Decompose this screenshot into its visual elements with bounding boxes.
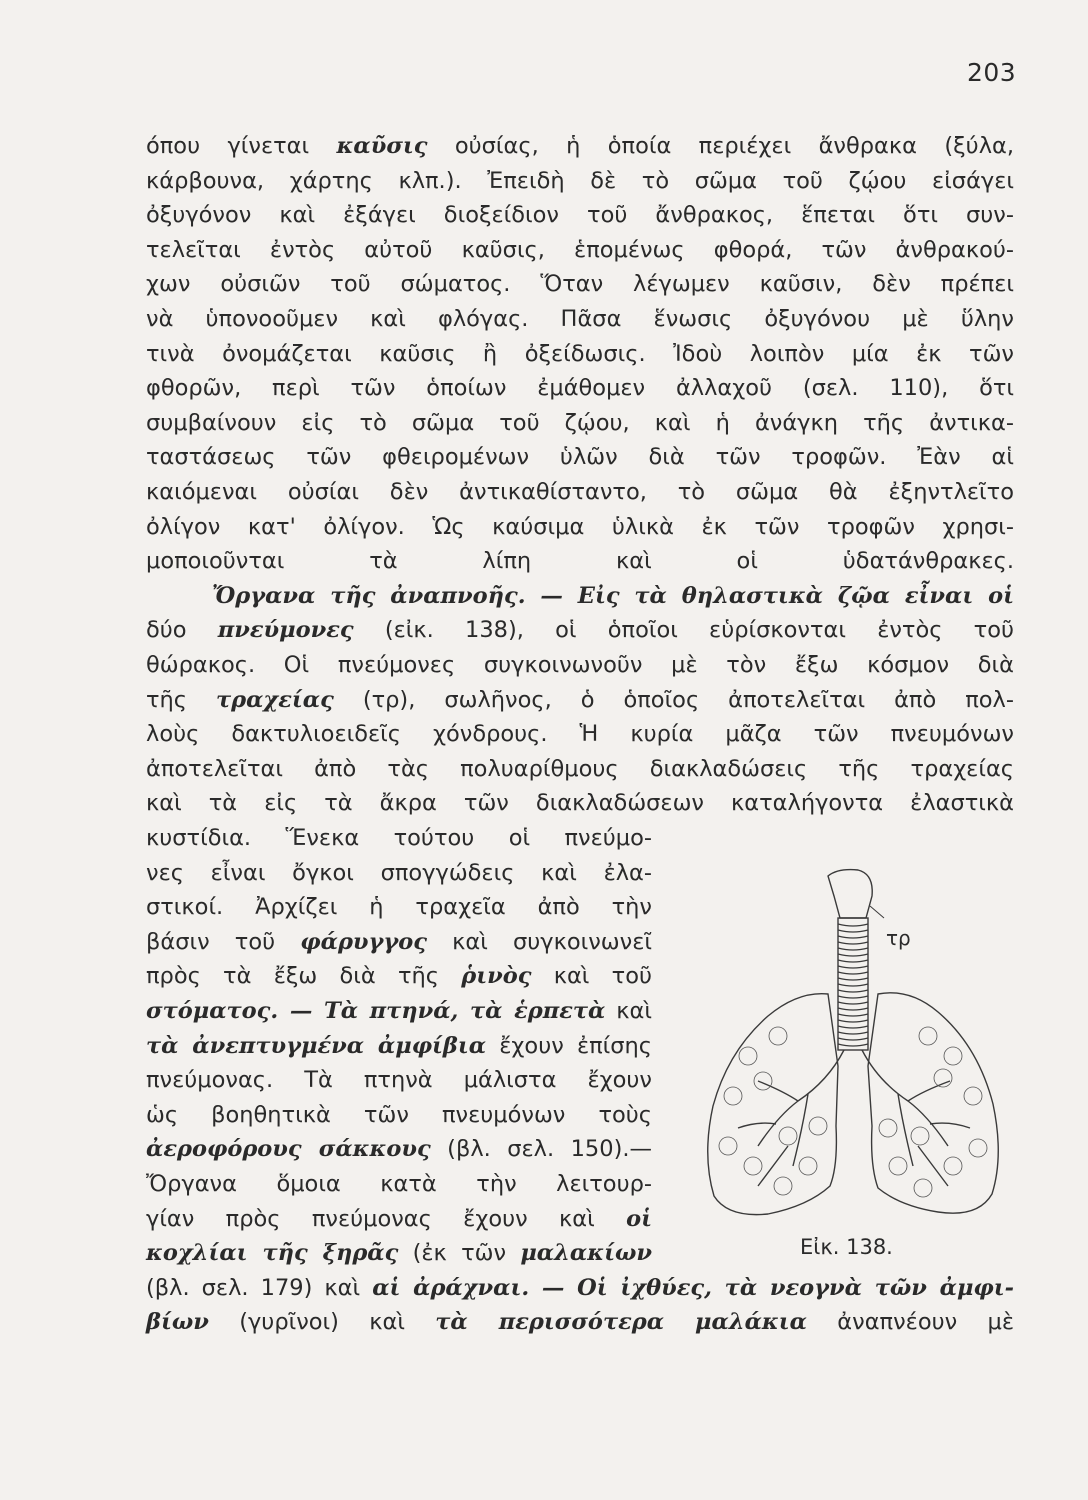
emphasized-term: φάρυγγος [300, 928, 427, 955]
trachea-ring [838, 978, 868, 980]
text-line [146, 475, 1014, 509]
larynx-shape [828, 870, 872, 918]
text-segment: τελεῖται ἐντὸς αὐτοῦ καῦσις, ἑπομένως φθορά, τῶν ἀνθρακού- [146, 236, 1014, 263]
text-segment: γίαν πρὸς πνεύμονας ἔχουν καὶ [146, 1205, 627, 1232]
text-segment: τινὰ ὀνομάζεται καῦσις ἢ ὀξείδωσις. Ἰδοὺ λοιπὸν μία ἐκ τῶν [146, 340, 1014, 367]
text-segment: πρὸς τὰ ἔξω διὰ τῆς [146, 963, 462, 990]
text-line [146, 337, 1014, 371]
trachea-ring [838, 972, 868, 974]
alveoli-cluster [889, 1157, 907, 1175]
alveoli-cluster [944, 1157, 962, 1175]
text-line [146, 1063, 652, 1097]
alveoli-cluster [724, 1087, 742, 1105]
text-line [146, 890, 652, 924]
text-line [146, 925, 652, 959]
text-line [146, 1236, 652, 1270]
text-line [146, 1098, 652, 1132]
text-segment: Ὄργανα ὅμοια κατὰ τὴν λειτουρ- [146, 1171, 652, 1197]
alveoli-cluster [919, 1027, 937, 1045]
emphasized-term: κοχλίαι τῆς ξηρᾶς [146, 1240, 399, 1267]
text-line [146, 1167, 652, 1201]
trachea-ring [838, 1038, 868, 1040]
text-line [146, 544, 1014, 578]
trachea-ring [838, 996, 868, 998]
trachea-ring [838, 1032, 868, 1034]
alveoli-cluster [964, 1087, 982, 1105]
trachea-ring [838, 948, 868, 950]
emphasized-term: οἱ [626, 1205, 652, 1232]
trachea-label: τρ [886, 926, 911, 950]
text-line [146, 267, 1014, 301]
text-line [146, 648, 1014, 682]
emphasized-term: τραχείας [216, 686, 334, 713]
text-segment: (εἰκ. 138), οἱ ὁποῖοι εὑρίσκονται ἐντὸς τοῦ [353, 617, 1015, 644]
emphasized-term: τὰ περισσότερα μαλάκια [435, 1309, 807, 1336]
text-line [146, 371, 1014, 405]
emphasized-term: στόματος. — Τὰ πτηνά, τὰ ἑρπετὰ [146, 998, 606, 1024]
text-line [146, 1132, 652, 1166]
label-pointer [870, 906, 884, 918]
page-number: 203 [967, 58, 1017, 87]
text-segment: θώρακος. Οἱ πνεύμονες συγκοινωνοῦν μὲ τὸν ἔξω κόσμον διὰ [146, 652, 1014, 678]
alveoli-cluster [911, 1127, 929, 1145]
trachea-ring [838, 966, 868, 968]
text-line [146, 510, 1014, 544]
text-segment: φθορῶν, περὶ τῶν ὁποίων ἐμάθομεν ἀλλαχοῦ (σελ. 110), ὅτι [146, 375, 1014, 402]
text-line [212, 579, 1014, 613]
alveoli-cluster [914, 1179, 932, 1197]
text-segment: χων οὐσιῶν τοῦ σώματος. Ὅταν λέγωμεν καῦσιν, δὲν πρέπει [146, 271, 1014, 298]
alveoli-cluster [744, 1157, 762, 1175]
text-segment: ὡς βοηθητικὰ τῶν πνευμόνων τοὺς [146, 1101, 652, 1128]
emphasized-term: ἀεροφόρους σάκκους [146, 1136, 431, 1163]
emphasized-term: αἱ ἀράχναι. — Οἱ ἰχθύες, τὰ νεογνὰ τῶν ἀμφι- [372, 1274, 1014, 1301]
emphasized-term: Ὄργανα τῆς ἀναπνοῆς. — Εἰς τὰ θηλαστικὰ [212, 582, 823, 609]
text-segment: (βλ. σελ. 179) καὶ [146, 1274, 373, 1301]
text-segment: ταστάσεως τῶν φθειρομένων ὑλῶν διὰ τῶν τροφῶν. Ἐὰν αἱ [146, 444, 1014, 471]
alveoli-cluster [719, 1137, 737, 1155]
trachea-ring [838, 1002, 868, 1004]
right-bronchus [862, 1050, 970, 1186]
trachea-ring [838, 1044, 868, 1046]
text-line [146, 1305, 1014, 1339]
emphasized-term: καῦσις [336, 133, 428, 159]
text-segment: πνεύμονας. Τὰ πτηνὰ μάλιστα ἔχουν [146, 1067, 652, 1094]
text-line [146, 1271, 1014, 1305]
text-segment: νες εἶναι ὄγκοι σπογγώδεις καὶ ἐλα- [146, 859, 652, 886]
text-line [146, 613, 1014, 647]
text-segment: (βλ. σελ. 150).— [430, 1136, 652, 1163]
trachea-ring [838, 960, 868, 962]
emphasized-term: πνεύμονες [217, 617, 354, 644]
left-bronchus [738, 1050, 844, 1186]
text-segment: (ἐκ τῶν [398, 1240, 521, 1267]
trachea-ring [838, 930, 868, 932]
text-segment: καὶ τοῦ [531, 963, 652, 990]
text-segment: όπου γίνεται [146, 133, 337, 159]
alveoli-cluster [779, 1127, 797, 1145]
alveoli-cluster [969, 1139, 987, 1157]
text-line [146, 994, 652, 1028]
text-segment: (γυρῖνοι) καὶ [208, 1309, 436, 1336]
text-line [146, 786, 1014, 820]
trachea-ring [838, 1014, 868, 1016]
text-segment: κυστίδια. Ἕνεκα τούτου οἱ πνεύμο- [146, 825, 652, 851]
text-line [146, 198, 1014, 232]
text-line [146, 959, 652, 993]
alveoli-cluster [754, 1072, 772, 1090]
text-line [146, 1029, 652, 1063]
alveoli-cluster [739, 1047, 757, 1065]
trachea-ring [838, 936, 868, 938]
trachea-ring [838, 990, 868, 992]
text-line [146, 821, 652, 855]
text-segment: ὀξυγόνον καὶ ἐξάγει διοξείδιον τοῦ ἄνθρακος, ἕπεται ὅτι συν- [146, 202, 1014, 229]
lungs-illustration [688, 866, 1018, 1226]
alveoli-cluster [944, 1047, 962, 1065]
text-segment: καὶ τὰ εἰς τὰ ἄκρα τῶν διακλαδώσεων καταλήγοντα ἐλαστικὰ [146, 790, 1014, 817]
text-segment: λοὺς δακτυλιοειδεῖς χόνδρους. Ἡ κυρία μᾶζα τῶν πνευμόνων [146, 721, 1014, 748]
trachea-ring [838, 954, 868, 956]
trachea-ring [838, 924, 868, 926]
text-segment: ἀναπνέουν μὲ [806, 1309, 1014, 1336]
alveoli-cluster [774, 1177, 792, 1195]
text-segment: ἔχουν ἐπίσης [486, 1032, 652, 1059]
text-line [146, 406, 1014, 440]
trachea-ring [838, 984, 868, 986]
text-line [146, 233, 1014, 267]
text-segment: καὶ συγκοινωνεῖ [426, 928, 652, 955]
text-segment: (τρ), σωλῆνος, ὁ ὁποῖος ἀποτελεῖται ἀπὸ πολ- [333, 686, 1014, 713]
text-line [146, 752, 1014, 786]
text-line [146, 302, 1014, 336]
text-segment: μοποιοῦνται τὰ λίπη καὶ οἱ ὑδατάνθρακες. [146, 548, 1014, 575]
text-line [146, 856, 652, 890]
trachea-ring [838, 942, 868, 944]
trachea-ring [838, 1026, 868, 1028]
text-segment: τῆς [146, 686, 217, 713]
emphasized-term: μαλακίων [520, 1240, 652, 1267]
text-segment: στικοί. Ἀρχίζει ἡ τραχεῖα ἀπὸ τὴν [146, 894, 652, 921]
text-line [146, 683, 1014, 717]
text-segment: κάρβουνα, χάρτης κλπ.). Ἐπειδὴ δὲ τὸ σῶμα τοῦ ζῴου εἰσάγει [146, 167, 1014, 194]
text-line [146, 129, 1014, 163]
text-line [146, 164, 1014, 198]
text-line [146, 440, 1014, 474]
trachea-ring [838, 1020, 868, 1022]
alveoli-cluster [879, 1119, 897, 1137]
alveoli-cluster [769, 1027, 787, 1045]
figure-caption: Εἰκ. 138. [800, 1235, 893, 1259]
text-segment: ἀποτελεῖται ἀπὸ τὰς πολυαρίθμους διακλαδώσεις τῆς τραχείας [146, 755, 1014, 782]
text-segment: δύο [146, 617, 218, 644]
text-segment: βάσιν τοῦ [146, 928, 301, 955]
emphasized-term: ῥινὸς [461, 963, 532, 990]
alveoli-cluster [799, 1157, 817, 1175]
trachea-ring [838, 1008, 868, 1010]
emphasized-term: ζῷα εἶναι οἱ [823, 582, 1014, 609]
text-segment: καιόμεναι οὐσίαι δὲν ἀντικαθίσταντο, τὸ σῶμα θὰ ἐξηντλεῖτο [146, 479, 1014, 505]
text-segment: ὀλίγον κατ' ὀλίγον. Ὡς καύσιμα ὑλικὰ ἐκ τῶν τροφῶν χρησι- [146, 513, 1014, 540]
text-segment: οὐσίας, ἡ ὁποία περιέχει ἄνθρακα (ξύλα, [427, 133, 1014, 159]
emphasized-term: τὰ ἀνεπτυγμένα ἀμφίβια [146, 1032, 487, 1059]
text-line [146, 1202, 652, 1236]
text-line [146, 717, 1014, 751]
left-lung-outline [708, 994, 838, 1215]
alveoli-cluster [809, 1117, 827, 1135]
emphasized-term: βίων [146, 1309, 209, 1336]
text-segment: νὰ ὑπονοοῦμεν καὶ φλόγας. Πᾶσα ἕνωσις ὀξυγόνου μὲ ὕλην [146, 306, 1014, 332]
text-segment: καὶ [605, 998, 653, 1024]
text-segment: συμβαίνουν εἰς τὸ σῶμα τοῦ ζῴου, καὶ ἡ ἀνάγκη τῆς ἀντικα- [146, 409, 1014, 436]
